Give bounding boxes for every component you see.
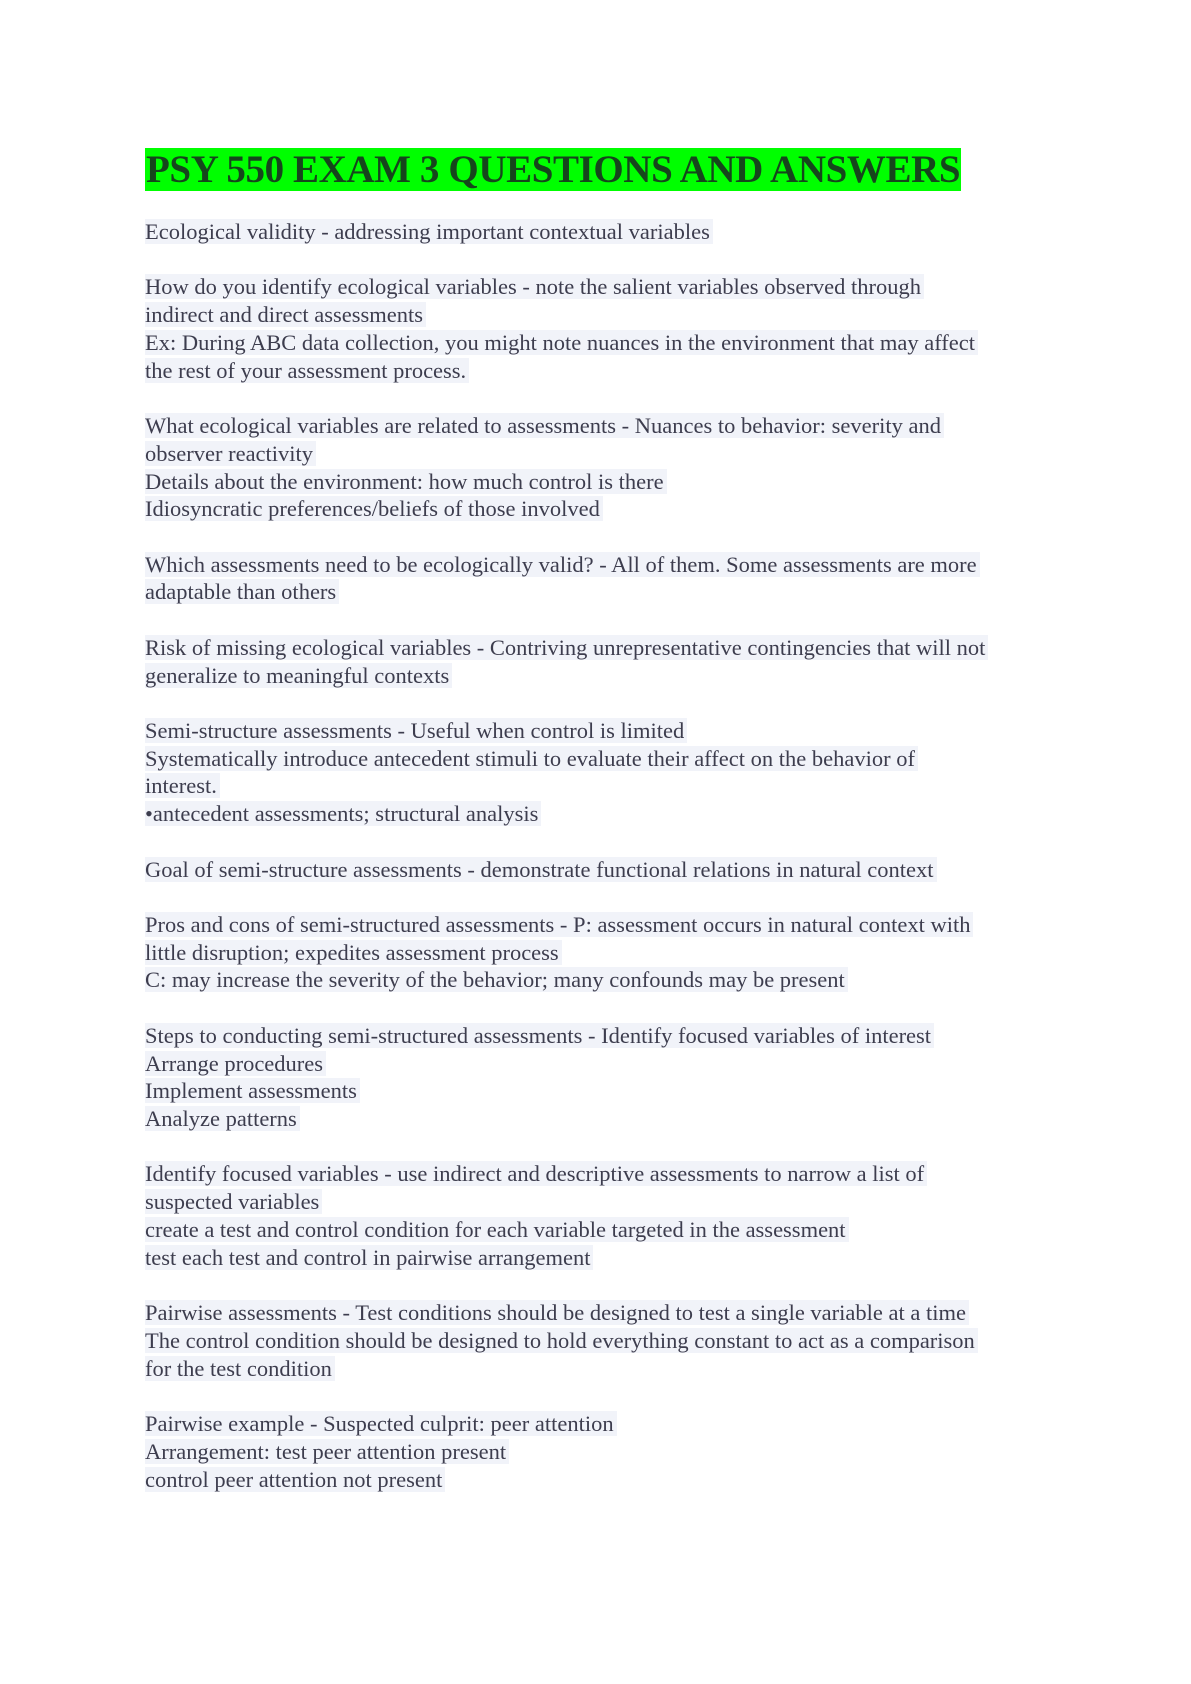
text-line-content: little disruption; expedites assessment process <box>145 940 562 965</box>
text-line <box>145 357 1065 385</box>
text-line <box>145 273 1065 301</box>
text-line <box>145 440 1065 468</box>
text-line <box>145 1244 1065 1272</box>
qa-item <box>145 1160 1065 1271</box>
text-line-content: create a test and control condition for each variable targeted in the assessment <box>145 1217 849 1242</box>
text-line <box>145 1188 1065 1216</box>
text-line-content: Goal of semi-structure assessments - demonstrate functional relations in natural context <box>145 857 937 882</box>
text-line <box>145 495 1065 523</box>
text-line-content: generalize to meaningful contexts <box>145 663 452 688</box>
qa-item <box>145 218 1065 246</box>
qa-item <box>145 1022 1065 1133</box>
text-line-content: the rest of your assessment process. <box>145 358 469 383</box>
text-line-content: C: may increase the severity of the behavior; many confounds may be present <box>145 967 848 992</box>
text-line-content: Steps to conducting semi-structured assessments - Identify focused variables of interest <box>145 1023 934 1048</box>
qa-list <box>145 218 1065 1521</box>
text-line <box>145 911 1065 939</box>
text-line <box>145 717 1065 745</box>
text-line-content: observer reactivity <box>145 441 316 466</box>
text-line-content: Pairwise assessments - Test conditions should be designed to test a single variable at a time <box>145 1300 969 1325</box>
text-line-content: interest. <box>145 773 220 798</box>
text-line <box>145 772 1065 800</box>
qa-item <box>145 717 1065 828</box>
text-line-content: Arrange procedures <box>145 1051 326 1076</box>
text-line <box>145 745 1065 773</box>
text-line-content: Pros and cons of semi-structured assessments - P: assessment occurs in natural context with <box>145 912 973 937</box>
text-line <box>145 1438 1065 1466</box>
text-line-content: suspected variables <box>145 1189 322 1214</box>
text-line-content: Systematically introduce antecedent stimuli to evaluate their affect on the behavior of <box>145 746 918 771</box>
text-line <box>145 800 1065 828</box>
text-line-content: What ecological variables are related to assessments - Nuances to behavior: severity and <box>145 413 944 438</box>
text-line-content: Ecological validity - addressing important contextual variables <box>145 219 713 244</box>
text-line-content: Pairwise example - Suspected culprit: peer attention <box>145 1411 617 1436</box>
text-line-content: Semi-structure assessments - Useful when control is limited <box>145 718 687 743</box>
text-line-content: adaptable than others <box>145 579 339 604</box>
qa-item <box>145 1410 1065 1493</box>
text-line <box>145 1105 1065 1133</box>
text-line <box>145 939 1065 967</box>
text-line <box>145 1327 1065 1355</box>
text-line <box>145 1466 1065 1494</box>
text-line-content: Which assessments need to be ecologically valid? - All of them. Some assessments are more <box>145 552 980 577</box>
text-line <box>145 218 1065 246</box>
text-line-content: indirect and direct assessments <box>145 302 426 327</box>
text-line-content: Identify focused variables - use indirect and descriptive assessments to narrow a list of <box>145 1161 927 1186</box>
qa-item <box>145 551 1065 607</box>
text-line <box>145 301 1065 329</box>
qa-item <box>145 634 1065 690</box>
text-line <box>145 412 1065 440</box>
qa-item <box>145 856 1065 884</box>
text-line-content: for the test condition <box>145 1356 335 1381</box>
text-line <box>145 1216 1065 1244</box>
text-line <box>145 856 1065 884</box>
text-line <box>145 551 1065 579</box>
text-line-content: Analyze patterns <box>145 1106 300 1131</box>
text-line <box>145 1077 1065 1105</box>
text-line-content: Implement assessments <box>145 1078 360 1103</box>
qa-item <box>145 273 1065 384</box>
text-line <box>145 966 1065 994</box>
text-line <box>145 1050 1065 1078</box>
text-line <box>145 1355 1065 1383</box>
qa-item <box>145 412 1065 523</box>
text-line <box>145 578 1065 606</box>
text-line <box>145 1410 1065 1438</box>
text-line-content: The control condition should be designed to hold everything constant to act as a comparison <box>145 1328 978 1353</box>
text-line-content: Risk of missing ecological variables - Contriving unrepresentative contingencies that will not <box>145 635 988 660</box>
text-line <box>145 662 1065 690</box>
text-line <box>145 1022 1065 1050</box>
qa-item <box>145 911 1065 994</box>
text-line-content: •antecedent assessments; structural analysis <box>145 801 541 826</box>
title-highlight: PSY 550 EXAM 3 QUESTIONS AND ANSWERS <box>146 148 961 191</box>
text-line-content: Idiosyncratic preferences/beliefs of those involved <box>145 496 603 521</box>
text-line <box>145 1160 1065 1188</box>
text-line-content: control peer attention not present <box>145 1467 445 1492</box>
page-title <box>145 146 961 194</box>
text-line <box>145 468 1065 496</box>
text-line <box>145 329 1065 357</box>
text-line-content: Ex: During ABC data collection, you might note nuances in the environment that may affect <box>145 330 978 355</box>
text-line-content: Arrangement: test peer attention present <box>145 1439 509 1464</box>
text-line-content: test each test and control in pairwise arrangement <box>145 1245 593 1270</box>
qa-item <box>145 1299 1065 1382</box>
text-line <box>145 1299 1065 1327</box>
text-line-content: How do you identify ecological variables - note the salient variables observed through <box>145 274 924 299</box>
text-line <box>145 634 1065 662</box>
text-line-content: Details about the environment: how much control is there <box>145 469 667 494</box>
